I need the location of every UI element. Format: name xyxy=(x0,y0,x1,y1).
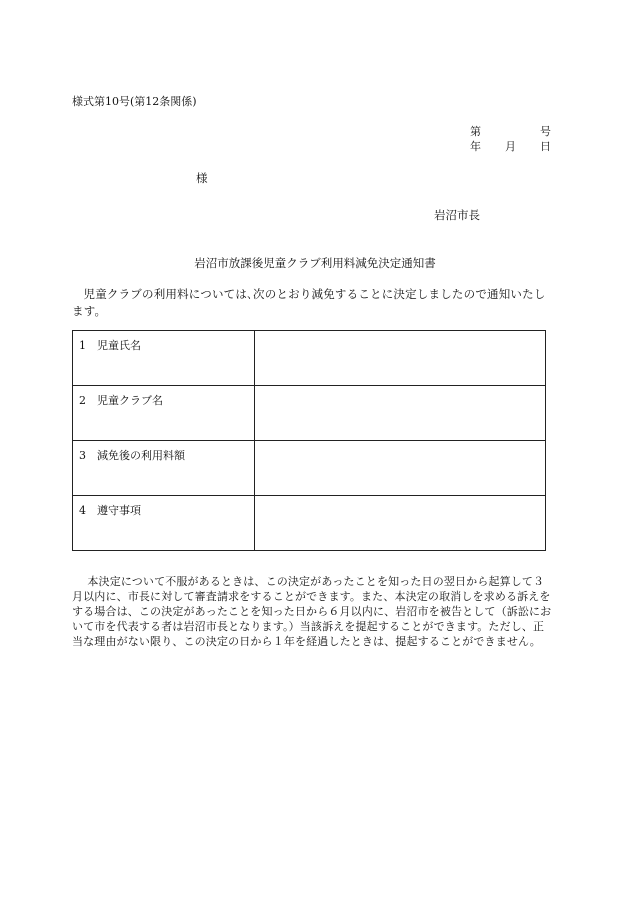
addressee-suffix: 様 xyxy=(196,171,208,185)
row-value xyxy=(255,331,546,386)
row-label-text: 減免後の利用料額 xyxy=(97,449,185,462)
row-label xyxy=(73,441,255,496)
table-row xyxy=(73,496,546,551)
document-number-suffix: 号 xyxy=(540,125,551,138)
issuer: 岩沼市長 xyxy=(434,208,480,222)
info-table xyxy=(72,330,546,551)
date-day: 日 xyxy=(540,140,551,153)
row-value xyxy=(255,441,546,496)
row-number: 2 xyxy=(79,394,86,407)
row-number: 4 xyxy=(79,504,86,517)
body-text: 児童クラブの利用料については､次のとおり減免することに決定しましたので通知いたします。 xyxy=(72,287,546,318)
row-label xyxy=(73,331,255,386)
table-row xyxy=(73,441,546,496)
table-row xyxy=(73,331,546,386)
document-title: 岩沼市放課後児童クラブ利用料減免決定通知書 xyxy=(194,256,436,270)
row-number: 3 xyxy=(79,449,86,462)
row-label-text: 遵守事項 xyxy=(97,504,141,517)
row-label-text: 児童氏名 xyxy=(97,339,141,352)
row-label xyxy=(73,386,255,441)
date-month: 月 xyxy=(505,140,516,153)
document-number-prefix: 第 xyxy=(470,125,481,138)
form-number: 様式第10号(第12条関係) xyxy=(72,95,197,108)
row-value xyxy=(255,496,546,551)
row-value xyxy=(255,386,546,441)
table-row xyxy=(73,386,546,441)
row-number: 1 xyxy=(79,339,86,352)
date-year: 年 xyxy=(470,140,481,153)
row-label xyxy=(73,496,255,551)
appeal-notice: 本決定について不服があるときは、この決定があったことを知った日の翌日から起算して３月以内に、市長に対して審査請求をすることができます。また、本決定の取消しを求める訴えをする場合は、この決定があったことを知った日から６月以内に、岩沼市を被告として（訴訟において市を代表する者は岩沼市長となります。）当該訴えを提起することができます。ただし、正当な理由がない限り、この決定の日から１年を経過したときは、提起することができません。 xyxy=(72,575,552,648)
row-label-text: 児童クラブ名 xyxy=(97,394,163,407)
